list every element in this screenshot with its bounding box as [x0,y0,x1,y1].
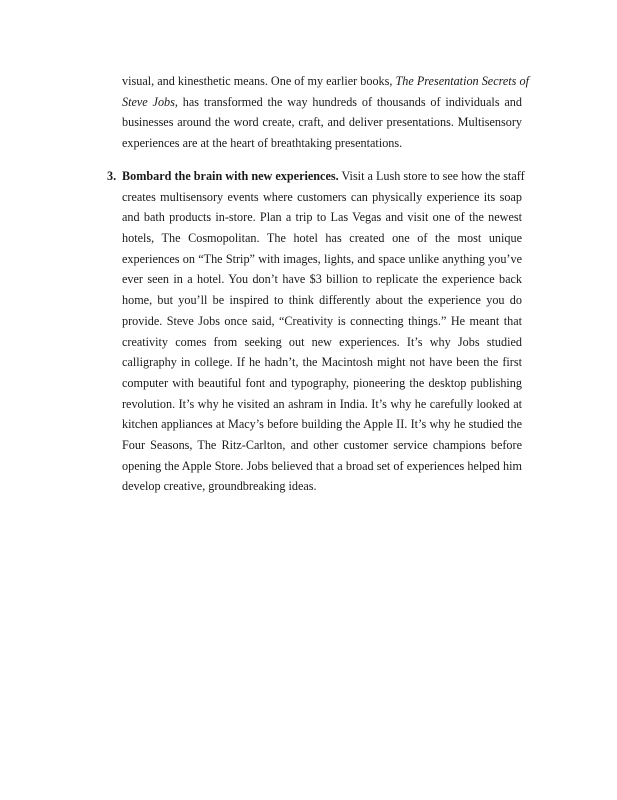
text-line: Steve Jobs, has transformed the way hundreds of thousands of individuals and [122,94,522,109]
lead-in-bold: Bombard the brain with new experiences. [122,169,339,183]
text-line: kitchen appliances at Macy’s before building the Apple II. It’s why he studied the [122,417,522,432]
text-line: calligraphy in college. If he hadn’t, the Macintosh might not have been the first [122,355,522,370]
text-line: creativity comes from seeking out new experiences. It’s why Jobs studied [122,334,522,349]
text-line: experiences are at the heart of breathtaking presentations. [122,136,403,151]
text-line: businesses around the word create, craft, and deliver presentations. Multisensory [122,115,522,130]
book-title: Steve Jobs [122,94,175,109]
book-title: The Presentation Secrets of [395,74,529,88]
text-line: visual, and kinesthetic means. One of my earlier books, The Presentation Secrets of [122,74,529,88]
text-line: computer with beautiful font and typography, pioneering the desktop publishing [122,375,522,390]
text-line: opening the Apple Store. Jobs believed that a broad set of experiences helped him [122,458,522,473]
text-line: Four Seasons, The Ritz-Carlton, and other customer service champions before [122,437,522,452]
text-line: experiences on “The Strip” with images, lights, and space unlike anything you’ve [122,251,522,266]
text-line: creates multisensory events where customers can physically experience its soap [122,189,522,204]
text-line: hotels, The Cosmopolitan. The hotel has created one of the most unique [122,231,522,246]
list-item-3 [107,166,525,497]
text-line: and bath products in-store. Plan a trip to Las Vegas and visit one of the newest [122,210,522,225]
continuation-paragraph [122,71,529,154]
text-line: ever seen in a hotel. You don’t have $3 billion to replicate the experience back [122,272,522,287]
text-line: revolution. It’s why he visited an ashram in India. It’s why he carefully looked at [122,396,522,411]
text-line: provide. Steve Jobs once said, “Creativity is connecting things.” He meant that [122,313,522,328]
text-line: home, but you’ll be inspired to think differently about the experience you do [122,293,522,308]
list-item-number: 3. [107,169,117,183]
text-line: Bombard the brain with new experiences. Visit a Lush store to see how the staff [122,169,525,183]
text-line: develop creative, groundbreaking ideas. [122,479,317,494]
